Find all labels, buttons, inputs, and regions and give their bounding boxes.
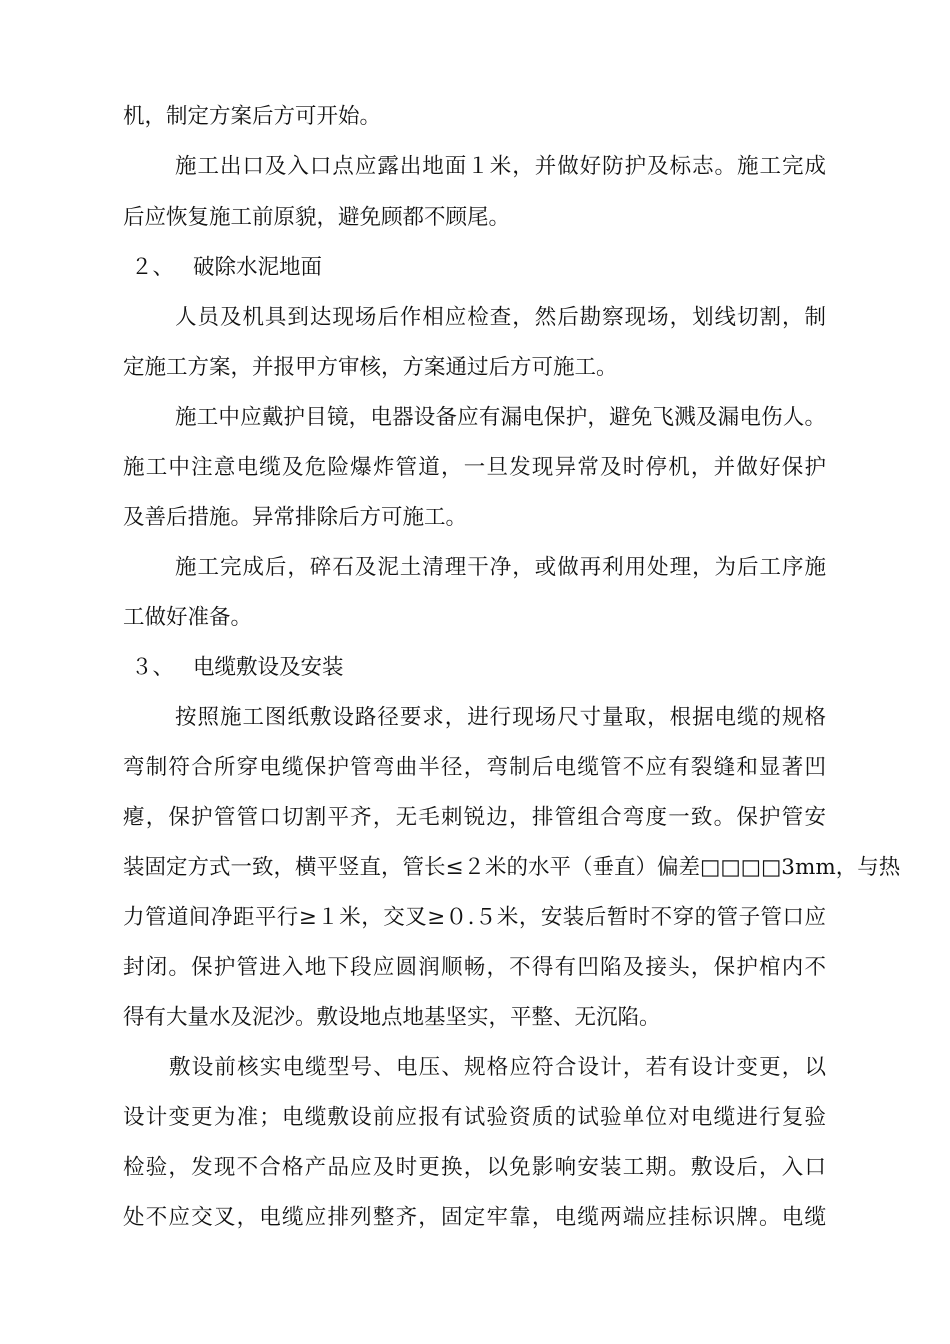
text-line: 力管道间净距平行≥１米，交叉≥０.５米，安装后暂时不穿的管子管口应 — [123, 905, 826, 930]
text-line: 及善后措施。异常排除后方可施工。 — [123, 505, 468, 530]
section-heading: 电缆敷设及安装 — [193, 655, 344, 680]
text-line: 封闭。保护管进入地下段应圆润顺畅，不得有凹陷及接头，保护棺内不 — [123, 955, 826, 980]
text-line: 得有大量水及泥沙。敷设地点地基坚实，平整、无沉陷。 — [123, 1005, 661, 1030]
text-line: 人员及机具到达现场后作相应检查，然后勘察现场，划线切割，制 — [175, 305, 826, 330]
text-line: 敷设前核实电缆型号、电压、规格应符合设计，若有设计变更，以 — [169, 1055, 826, 1080]
text-line: 检验，发现不合格产品应及时更换，以免影响安装工期。敷设后，入口 — [123, 1155, 826, 1180]
text-line: 瘪，保护管管口切割平齐，无毛刺锐边，排管组合弯度一致。保护管安 — [123, 805, 826, 830]
text-line: 设计变更为准；电缆敷设前应报有试验资质的试验单位对电缆进行复验 — [123, 1105, 826, 1130]
text-line: 弯制符合所穿电缆保护管弯曲半径，弯制后电缆管不应有裂缝和显著凹 — [123, 755, 826, 780]
text-line: 施工出口及入口点应露出地面１米，并做好防护及标志。施工完成 — [175, 154, 826, 179]
section-heading: 破除水泥地面 — [193, 255, 323, 280]
text-line: 定施工方案，并报甲方审核，方案通过后方可施工。 — [123, 355, 618, 380]
text-line: 按照施工图纸敷设路径要求，进行现场尺寸量取，根据电缆的规格 — [175, 705, 826, 730]
text-line: 装固定方式一致，横平竖直，管长≤２米的水平（垂直）偏差□□□□3mm，与热 — [123, 855, 901, 880]
text-line: 施工中应戴护目镜，电器设备应有漏电保护，避免飞溅及漏电伤人。 — [175, 405, 826, 430]
text-line: 工做好准备。 — [123, 605, 253, 630]
text-line: 施工中注意电缆及危险爆炸管道，一旦发现异常及时停机，并做好保护 — [123, 455, 826, 480]
text-line: 机，制定方案后方可开始。 — [123, 104, 382, 129]
text-line: 处不应交叉，电缆应排列整齐，固定牢靠，电缆两端应挂标识牌。电缆 — [123, 1205, 826, 1230]
text-line: 后应恢复施工前原貌，避免顾都不顾尾。 — [123, 205, 511, 230]
section-number: ２、 — [131, 255, 175, 280]
text-line: 施工完成后，碎石及泥土清理干净，或做再利用处理，为后工序施 — [175, 555, 826, 580]
section-number: ３、 — [131, 655, 175, 680]
